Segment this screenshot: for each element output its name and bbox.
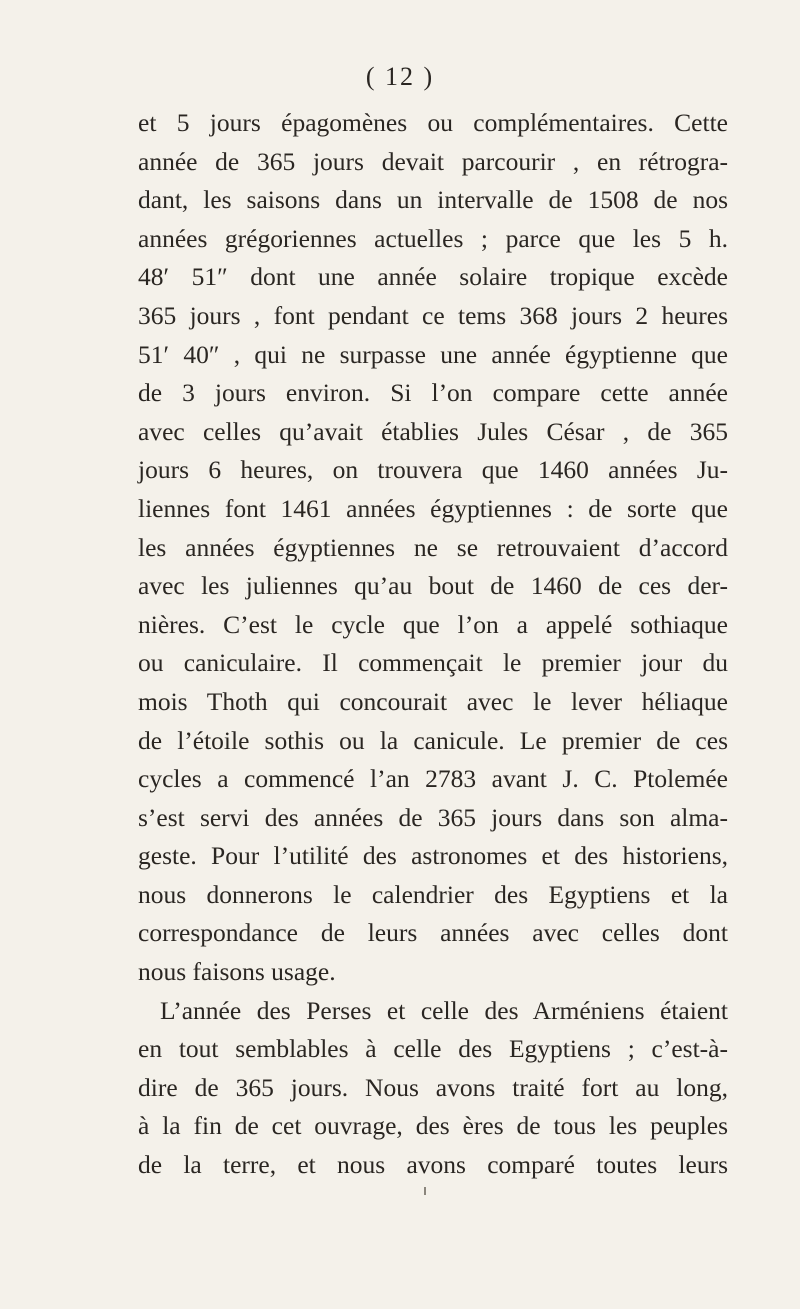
text-line: en tout semblables à celle des Egyptiens ; c’est-à- <box>138 1034 728 1064</box>
text-line: mois Thoth qui concourait avec le lever héliaque <box>138 686 728 716</box>
text-line: années grégoriennes actuelles ; parce que les 5 h. <box>138 223 728 253</box>
text-line: 48′ 51″ dont une année solaire tropique excède <box>138 262 728 292</box>
text-line: cycles a commencé l’an 2783 avant J. C. Ptolemée <box>138 764 728 794</box>
text-line: à la fin de cet ouvrage, des ères de tous les peuples <box>138 1111 728 1141</box>
text-line: correspondance de leurs années avec celles dont <box>138 918 728 948</box>
text-line: s’est servi des années de 365 jours dans son alma- <box>138 802 728 832</box>
body-text <box>138 104 728 1185</box>
text-line: dant, les saisons dans un intervalle de 1508 de nos <box>138 185 728 215</box>
text-line: 51′ 40″ , qui ne surpasse une année égyptienne que <box>138 339 728 369</box>
text-line: avec celles qu’avait établies Jules César , de 365 <box>138 416 728 446</box>
text-line: nous donnerons le calendrier des Egyptiens et la <box>138 879 728 909</box>
text-line: nous faisons usage. <box>138 957 336 987</box>
text-line: de la terre, et nous avons comparé toutes leurs <box>138 1150 728 1180</box>
text-line: et 5 jours épagomènes ou complémentaires. Cette <box>138 108 728 137</box>
text-line: de l’étoile sothis ou la canicule. Le premier de ces <box>138 725 728 755</box>
text-line: jours 6 heures, on trouvera que 1460 années Ju- <box>138 455 728 485</box>
text-line: de 3 jours environ. Si l’on compare cette année <box>138 378 728 408</box>
text-line: avec les juliennes qu’au bout de 1460 de ces der- <box>138 571 728 601</box>
text-line: L’année des Perses et celle des Arméniens étaient <box>160 995 728 1025</box>
text-line: les années égyptiennes ne se retrouvaient d’accord <box>138 532 728 562</box>
text-line: année de 365 jours devait parcourir , en rétrogra- <box>138 146 728 176</box>
text-line: liennes font 1461 années égyptiennes : de sorte que <box>138 493 728 523</box>
page-number: ( 12 ) <box>365 62 435 91</box>
text-line: nières. C’est le cycle que l’on a appelé sothiaque <box>138 609 728 639</box>
ink-speck <box>424 1187 426 1195</box>
text-line: dire de 365 jours. Nous avons traité fort au long, <box>138 1072 728 1102</box>
text-line: 365 jours , font pendant ce tems 368 jours 2 heures <box>138 300 728 330</box>
text-line: ou caniculaire. Il commençait le premier jour du <box>138 648 728 678</box>
text-line: geste. Pour l’utilité des astronomes et des historiens, <box>138 841 728 871</box>
